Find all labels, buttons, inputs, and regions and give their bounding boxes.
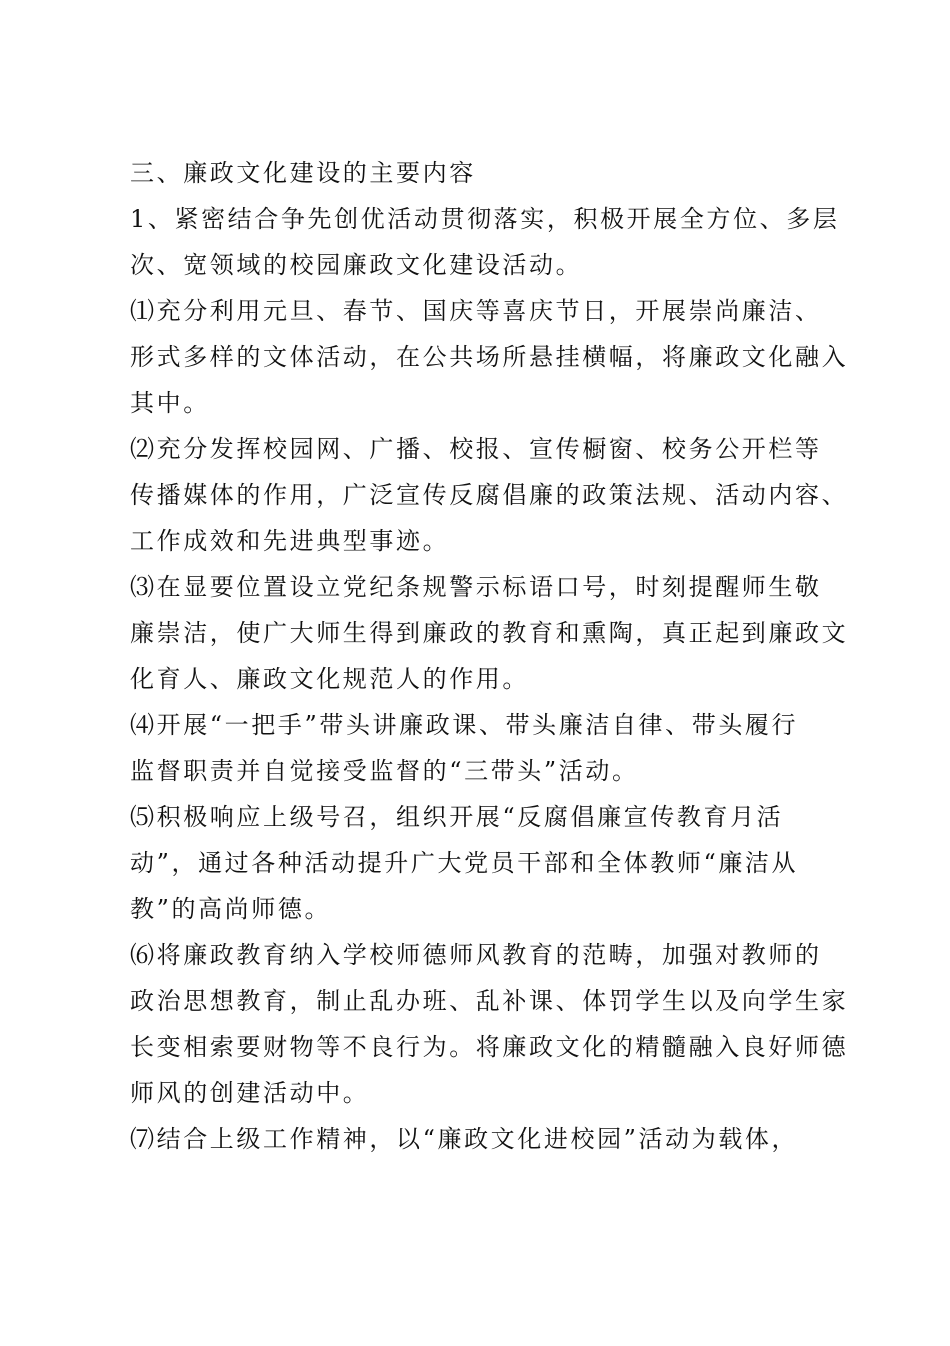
paragraph-line: 传播媒体的作用，广泛宣传反腐倡廉的政策法规、活动内容、 [130, 481, 849, 509]
paragraph-line: 师风的创建活动中。 [130, 1079, 370, 1107]
paragraph-line: 形式多样的文体活动，在公共场所悬挂横幅，将廉政文化融入 [130, 343, 849, 371]
paragraph-line: 化育人、廉政文化规范人的作用。 [130, 665, 529, 693]
paragraph-line: 动”，通过各种活动提升广大党员干部和全体教师“廉洁从 [130, 849, 799, 877]
paragraph-line: ⑷开展“一把手”带头讲廉政课、带头廉洁自律、带头履行 [130, 711, 799, 739]
paragraph-line: ⑺结合上级工作精神，以“廉政文化进校园”活动为载体， [130, 1125, 799, 1153]
paragraph-line: 工作成效和先进典型事迹。 [130, 527, 450, 555]
paragraph-line: 廉崇洁，使广大师生得到廉政的教育和熏陶，真正起到廉政文 [130, 619, 849, 647]
paragraph-line: ⑴充分利用元旦、春节、国庆等喜庆节日，开展崇尚廉洁、 [130, 297, 822, 325]
paragraph-line: 政治思想教育，制止乱办班、乱补课、体罚学生以及向学生家 [130, 987, 849, 1015]
paragraph-line: ⑶在显要位置设立党纪条规警示标语口号，时刻提醒师生敬 [130, 573, 822, 601]
paragraph-line: ⑵充分发挥校园网、广播、校报、宣传橱窗、校务公开栏等 [130, 435, 822, 463]
paragraph-line: 长变相索要财物等不良行为。将廉政文化的精髓融入良好师德 [130, 1033, 849, 1061]
section-heading: 三、廉政文化建设的主要内容 [130, 159, 476, 187]
paragraph-line: 教”的高尚师德。 [130, 895, 332, 923]
paragraph-line: 次、宽领域的校园廉政文化建设活动。 [130, 251, 583, 279]
paragraph-line: 监督职责并自觉接受监督的“三带头”活动。 [130, 757, 639, 785]
document-body [130, 150, 849, 1162]
paragraph-line: ⑸积极响应上级号召，组织开展“反腐倡廉宣传教育月活 [130, 803, 784, 831]
paragraph-line: 1、紧密结合争先创优活动贯彻落实，积极开展全方位、多层 [130, 205, 840, 233]
paragraph-line: ⑹将廉政教育纳入学校师德师风教育的范畴，加强对教师的 [130, 941, 822, 969]
paragraph-line: 其中。 [130, 389, 210, 417]
